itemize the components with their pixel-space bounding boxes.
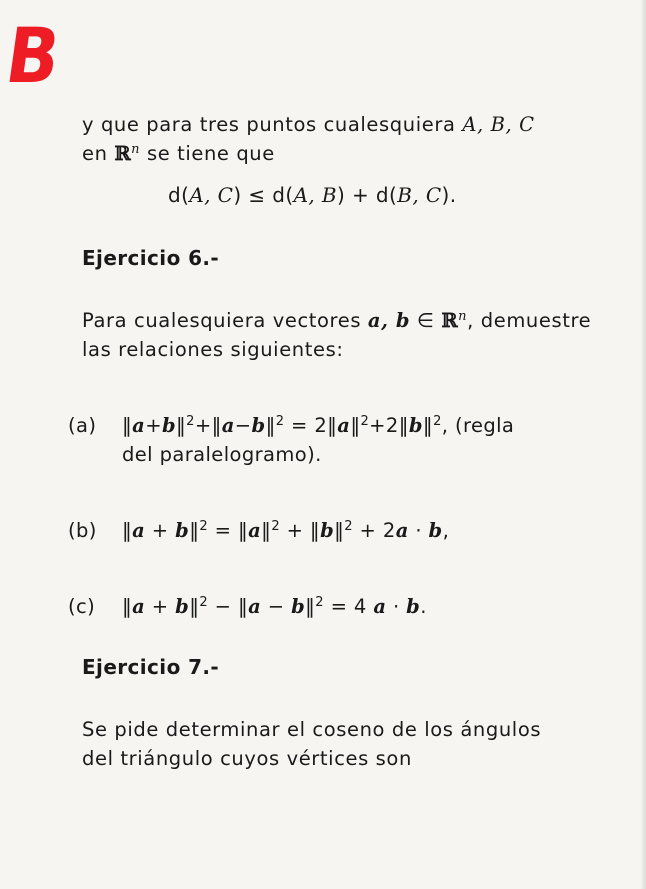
exercise-7-line-1: Se pide determinar el coseno de los ángulos [82, 718, 542, 741]
exercise-7-heading: Ejercicio 7.- [82, 655, 220, 679]
exercise-6-statement [82, 306, 591, 364]
item-label: (a) [68, 414, 97, 437]
exercise-6-heading: Ejercicio 6.- [82, 246, 220, 270]
scan-edge-shadow [640, 0, 646, 889]
triangle-inequality: d(A, C) ≤ d(A, B) + d(B, C). [168, 183, 457, 207]
intro-line-1: y que para tres puntos cualesquiera A, B, C [82, 113, 535, 136]
intro-paragraph [82, 110, 535, 168]
statement-line-1: Para cualesquiera vectores a, b ∈ ℝ$^n$, demuestre [82, 309, 592, 332]
exercise-6-item-a: (a) ‖a+b‖$^2$+‖a−b‖$^2$ = 2‖a‖$^2$+2‖b‖$^2$, (regla del paralelogramo). [68, 411, 514, 469]
exercise-6-item-b: (b) ‖a + b‖$^2$ = ‖a‖$^2$ + ‖b‖$^2$ + 2a · b, [68, 516, 449, 545]
intro-line-2: en ℝ$^n$ se tiene que [82, 142, 275, 165]
exercise-6-item-c: (c) ‖a + b‖$^2$ − ‖a − b‖$^2$ = 4 a · b. [68, 592, 427, 621]
exercise-7-line-2: del triángulo cuyos vértices son [82, 747, 412, 770]
exercise-7-statement [82, 715, 541, 773]
item-label: (c) [68, 595, 96, 618]
statement-line-2: las relaciones siguientes: [82, 338, 344, 361]
red-letter-mark: B [0, 11, 66, 100]
item-a-continuation: del paralelogramo). [122, 443, 322, 466]
item-label: (b) [68, 519, 97, 542]
